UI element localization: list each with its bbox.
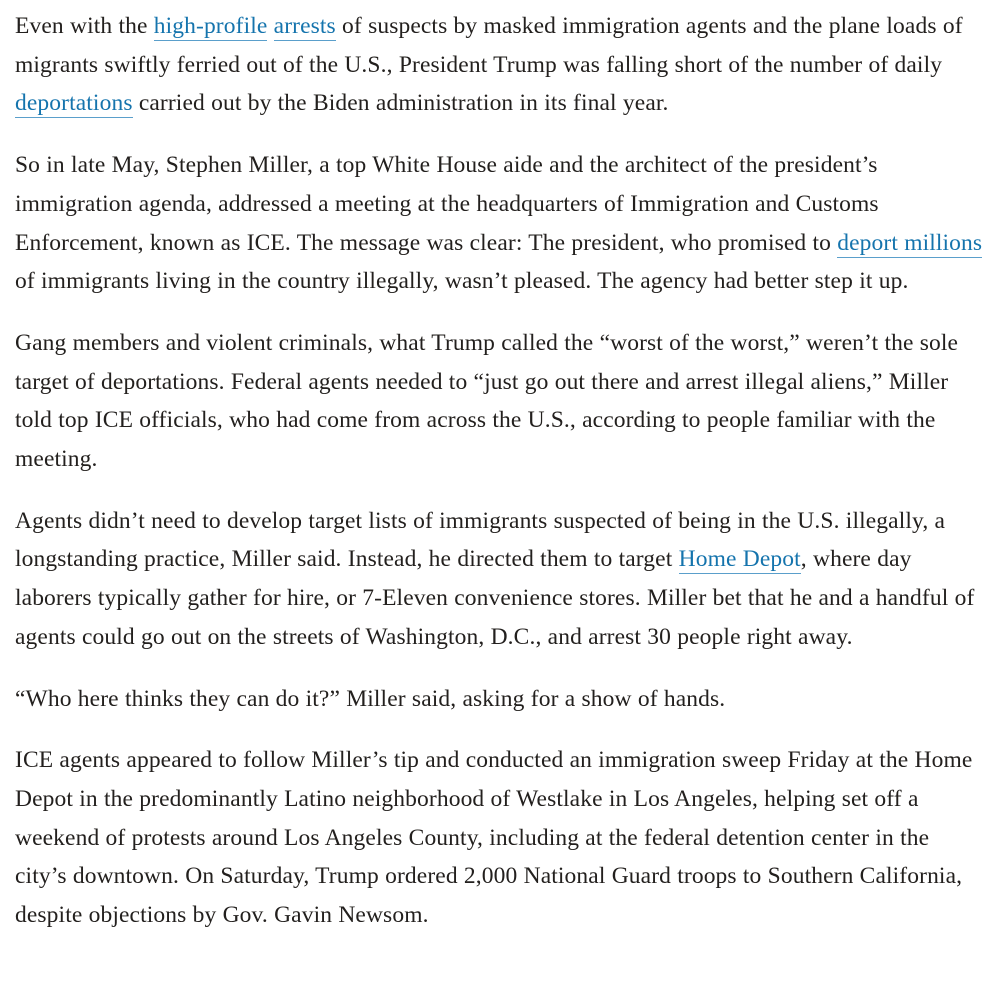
article-inline-link[interactable]: arrests [273,13,336,39]
article-paragraph [15,741,984,935]
article-inline-link[interactable]: deportations [15,90,133,117]
article-text-run: Gang members and violent criminals, what Trump called the “worst of the worst,” weren’t the sole target of deportations. Federal agents needed to “just go out there and arrest illegal aliens,” Miller told top ICE officials, who had come from across the U.S., according to people familiar with the meeting. [15,329,959,473]
article-paragraph [15,7,984,123]
article-inline-link[interactable]: deport millions [837,229,983,256]
article-paragraph [15,502,984,657]
article-text-run: of immigrants living in the country illegally, wasn’t pleased. The agency had better step it up. [15,268,909,295]
article-inline-link[interactable]: high-profile [153,13,268,39]
article-text-run: , where day laborers typically gather for hire, or 7-Eleven convenience stores. Miller bet that he and a handful of agents could go out on the streets of Washington, D.C., and arrest 30 people right away. [15,546,975,650]
article-text-run: of suspects by masked immigration agents and the plane loads of migrants swiftly ferried out of the U.S., President Trump was falling short of the number of daily [15,13,963,78]
article-inline-link[interactable]: Home Depot [678,546,801,573]
article-text-run: ICE agents appeared to follow Miller’s tip and conducted an immigration sweep Friday at the Home Depot in the predominantly Latino neighborhood of Westlake in Los Angeles, helping set off a weekend of protests around Los Angeles County, including at the federal detention center in the city’s downtown. On Saturday, Trump ordered 2,000 National Guard troops to Southern California, despite objections by Gov. Gavin Newsom. [15,747,973,929]
article-text-run: carried out by the Biden administration in its final year. [132,90,669,117]
article-text-run: Agents didn’t need to develop target lists of immigrants suspected of being in the U.S. illegally, a longstanding practice, Miller said. Instead, he directed them to target [15,507,946,573]
article-text-run: Even with the [15,13,154,39]
article-text-run: So in late May, Stephen Miller, a top White House aide and the architect of the president’s immigration agenda, addressed a meeting at the headquarters of Immigration and Customs Enforcement, known as ICE. The message was clear: The president, who promised to [15,152,879,256]
article-text-run [267,13,273,39]
article-paragraph [15,680,984,719]
article-text-run: “Who here thinks they can do it?” Miller said, asking for a show of hands. [15,685,726,712]
article-paragraph [15,146,984,301]
article-paragraph [15,324,984,479]
